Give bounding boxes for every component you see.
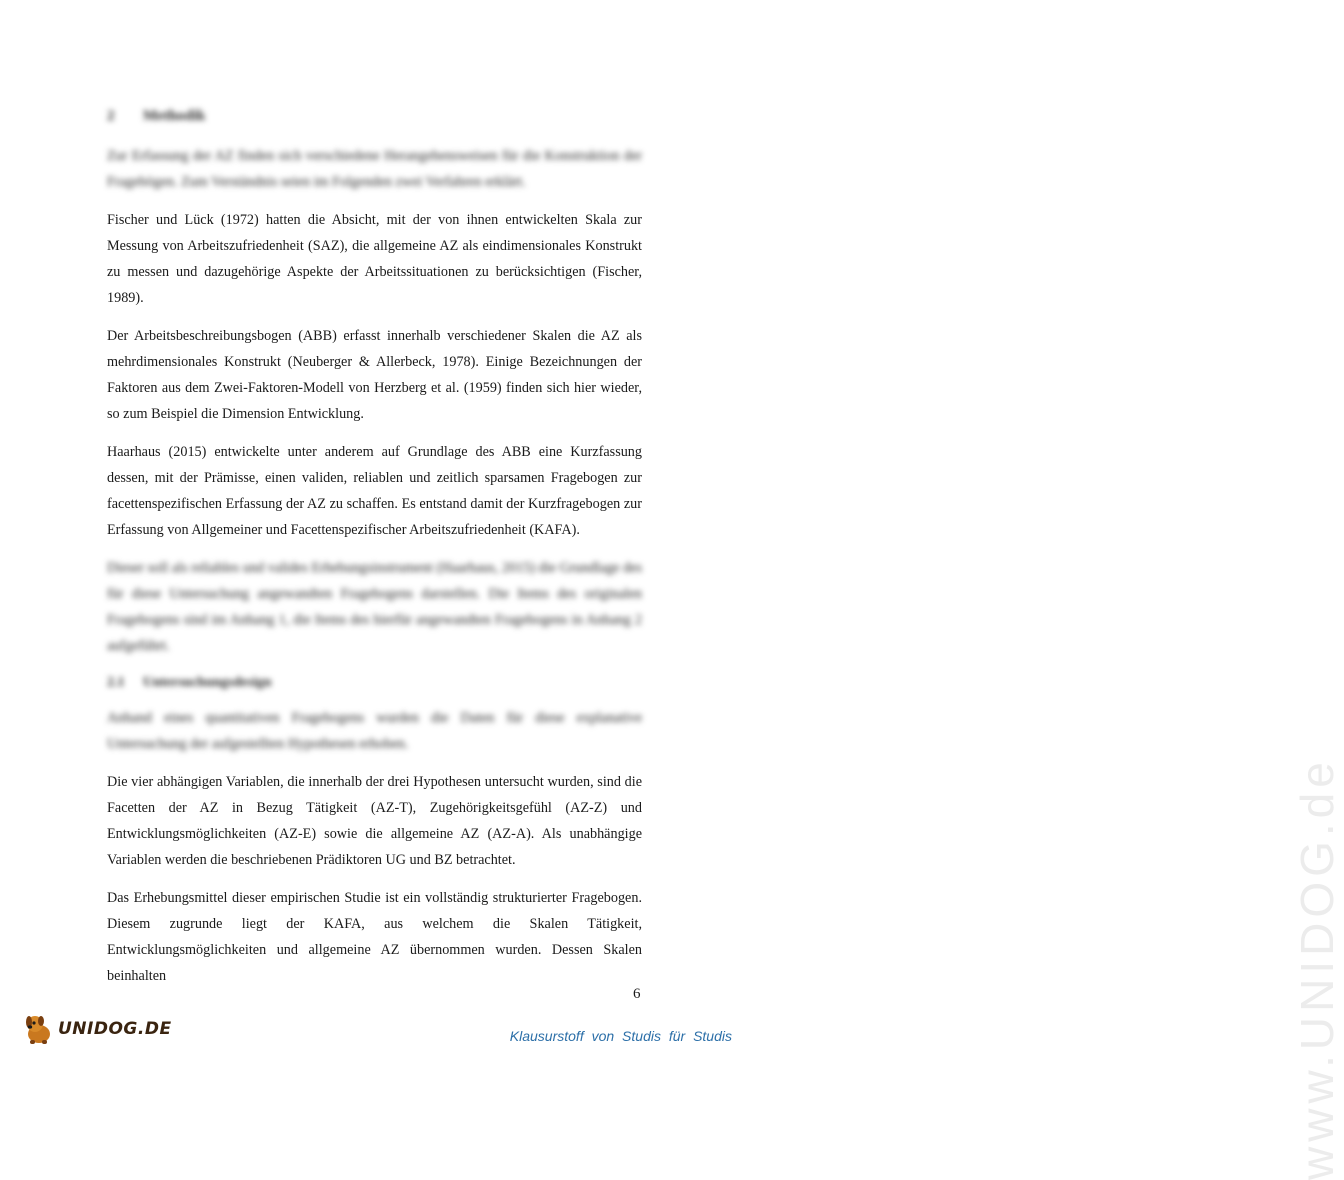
subsection-heading [107,675,642,691]
paragraph: Die vier abhängigen Variablen, die innerhalb der drei Hypothesen untersucht wurden, sind die Facetten der AZ in Bezug Tätigkeit (AZ-T), Zugehörigkeitsgefühl (AZ-Z) und Entwicklungsmöglichkeiten (AZ-E) sowie die allgemeine AZ (AZ-A). Als unabhängige Variablen werden die beschriebenen Prädiktoren UG und BZ betrachtet. [107,774,642,868]
section-number: 2 [107,108,115,124]
dog-mascot-icon [22,1012,56,1046]
paragraph: Das Erhebungsmittel dieser empirischen Studie ist ein vollständig strukturierter Fragebogen. Diesem zugrunde liegt der KAFA, aus welchem die Skalen Tätigkeit, Entwicklungsmöglichkeiten und allgemeine AZ übernommen wurden. Dessen Skalen beinhalten [107,890,642,984]
unidog-logo[interactable] [22,1012,172,1046]
paragraph: Dieser soll als reliables und valides Erhebungsinstrument (Haarhaus, 2015) die Grundlage des für diese Untersuchung angewandten Fragebogens darstellen. Die Items des originalen Fragebogens sind im Anhang 1, die Items des hierfür angewandten Fragebogens in Anhang 2 aufgeführt. [107,560,642,654]
watermark: www.UNIDOG.de [1291,757,1343,1180]
paragraph: Der Arbeitsbeschreibungsbogen (ABB) erfasst innerhalb verschiedener Skalen die AZ als mehrdimensionales Konstrukt (Neuberger & Allerbeck, 1978). Einige Bezeichnungen der Faktoren aus dem Zwei-Faktoren-Modell von Herzberg et al. (1959) finden sich hier wieder, so zum Beispiel die Dimension Entwicklung. [107,328,642,422]
paragraph: Fischer und Lück (1972) hatten die Absicht, mit der von ihnen entwickelten Skala zur Messung von Arbeitszufriedenheit (SAZ), die allgemeine AZ als eindimensionales Konstrukt zu messen und dazugehörige Aspekte der Arbeitssituationen zu berücksichtigen (Fischer, 1989). [107,212,642,306]
section-title: Methodik [143,108,206,124]
page-content [107,108,642,1001]
paragraph: Haarhaus (2015) entwickelte unter anderem auf Grundlage des ABB eine Kurzfassung dessen, mit der Prämisse, einen validen, reliablen und zeitlich sparsamen Fragebogen zur facettenspezifischen Erfassung der AZ zu schaffen. Es entstand damit der Kurzfragebogen zur Erfassung von Allgemeiner und Facettenspezifischer Arbeitszufriedenheit (KAFA). [107,444,642,538]
paragraph: Zur Erfassung der AZ finden sich verschiedene Herangehensweisen für die Konstruktion der Fragebögen. Zum Verständnis seien im Folgenden zwei Verfahren erklärt. [107,148,642,190]
paragraph: Anhand eines quantitativen Fragebogens wurden die Daten für diese explanative Untersuchung der aufgestellten Hypothesen erhoben. [107,710,642,752]
subsection-title: Untersuchungsdesign [143,675,272,690]
section-heading [107,108,642,125]
page-number: 6 [633,986,641,1002]
logo-text: UNIDOG.DE [58,1019,172,1039]
footer-slogan: Klausurstoff von Studis für Studis [509,1028,732,1044]
subsection-number: 2.1 [107,675,125,690]
